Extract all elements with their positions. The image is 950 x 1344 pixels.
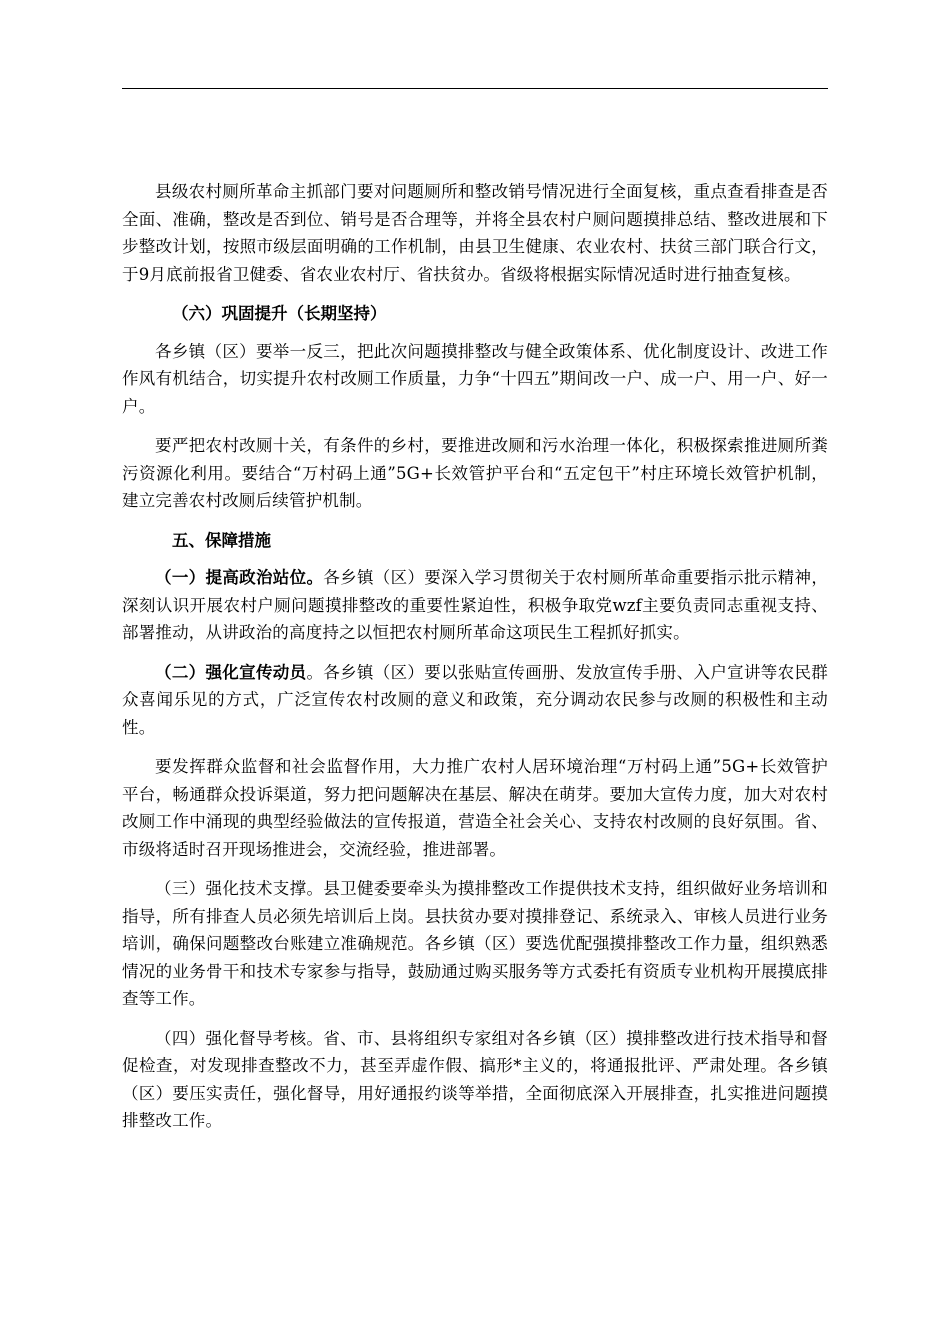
section-heading-consolidate: （六）巩固提升（长期坚持）: [172, 304, 387, 323]
paragraph-body-political: 各乡镇（区）要深入学习贯彻关于农村厕所革命重要指示批示精神，深刻认识开展农村户厕问题摸排整改的重要性紧迫性，积极争取党wzf主要负责同志重视支持、部署推动，从讲政治的高度持之以恒把农村厕所革命这项民生工程抓好抓实。: [122, 568, 829, 642]
paragraph-lead-publicity: （二）强化宣传动员: [155, 662, 307, 682]
paragraph-inspection: （四）强化督导考核。省、市、县将组织专家组对各乡镇（区）摸排整改进行技术指导和督促检查，对发现排查整改不力，甚至弄虚作假、搞形*主义的，将通报批评、严肃处理。各乡镇（区）要压实责任，强化督导，用好通报约谈等举措，全面彻底深入开展排查，扎实推进问题摸排整改工作。: [122, 1028, 828, 1130]
paragraph-lead-political: （一）提高政治站位。: [155, 568, 324, 587]
paragraph-political-stance: [122, 564, 828, 647]
section-heading-safeguards: 五、保障措施: [172, 530, 271, 550]
paragraph-body-publicity: 。各乡镇（区）要以张贴宣传画册、发放宣传手册、入户宣讲等农民群众喜闻乐见的方式，广泛宣传农村改厕的意义和政策，充分调动农民参与改厕的积极性和主动性。: [122, 662, 828, 737]
document-body: [122, 178, 828, 1147]
paragraph-supervision: 要发挥群众监督和社会监督作用，大力推广农村人居环境治理“万村码上通”5G+长效管护平台，畅通群众投诉渠道，努力把问题解决在基层、解决在萌芽。要加大宣传力度，加大对农村改厕工作中涌现的典型经验做法的宣传报道，营造全社会关心、支持农村改厕的良好氛围。省、市级将适时召开现场推进会，交流经验，推进部署。: [122, 757, 828, 859]
paragraph-consolidate-1: 各乡镇（区）要举一反三，把此次问题摸排整改与健全政策体系、优化制度设计、改进工作作风有机结合，切实提升农村改厕工作质量，力争“十四五”期间改一户、成一户、用一户、好一户。: [122, 341, 828, 416]
paragraph-review: 县级农村厕所革命主抓部门要对问题厕所和整改销号情况进行全面复核，重点查看排查是否全面、准确，整改是否到位、销号是否合理等，并将全县农村户厕问题摸排总结、整改进展和下步整改计划，按照市级层面明确的工作机制，由县卫生健康、农业农村、扶贫三部门联合行文，于9月底前报省卫健委、省农业农村厅、省扶贫办。省级将根据实际情况适时进行抽查复核。: [122, 182, 828, 284]
header-rule: [122, 88, 828, 89]
paragraph-consolidate-2: 要严把农村改厕十关，有条件的乡村，要推进改厕和污水治理一体化，积极探索推进厕所粪污资源化利用。要结合“万村码上通”5G+长效管护平台和“五定包干”村庄环境长效管护机制，建立完善农村改厕后续管护机制。: [122, 436, 828, 510]
paragraph-publicity: [122, 659, 828, 742]
paragraph-technical-support: （三）强化技术支撑。县卫健委要牵头为摸排整改工作提供技术支持，组织做好业务培训和指导，所有排查人员必须先培训后上岗。县扶贫办要对摸排登记、系统录入、审核人员进行业务培训，确保问题整改台账建立准确规范。各乡镇（区）要选优配强摸排整改工作力量，组织熟悉情况的业务骨干和技术专家参与指导，鼓励通过购买服务等方式委托有资质专业机构开展摸底排查等工作。: [122, 879, 828, 1008]
